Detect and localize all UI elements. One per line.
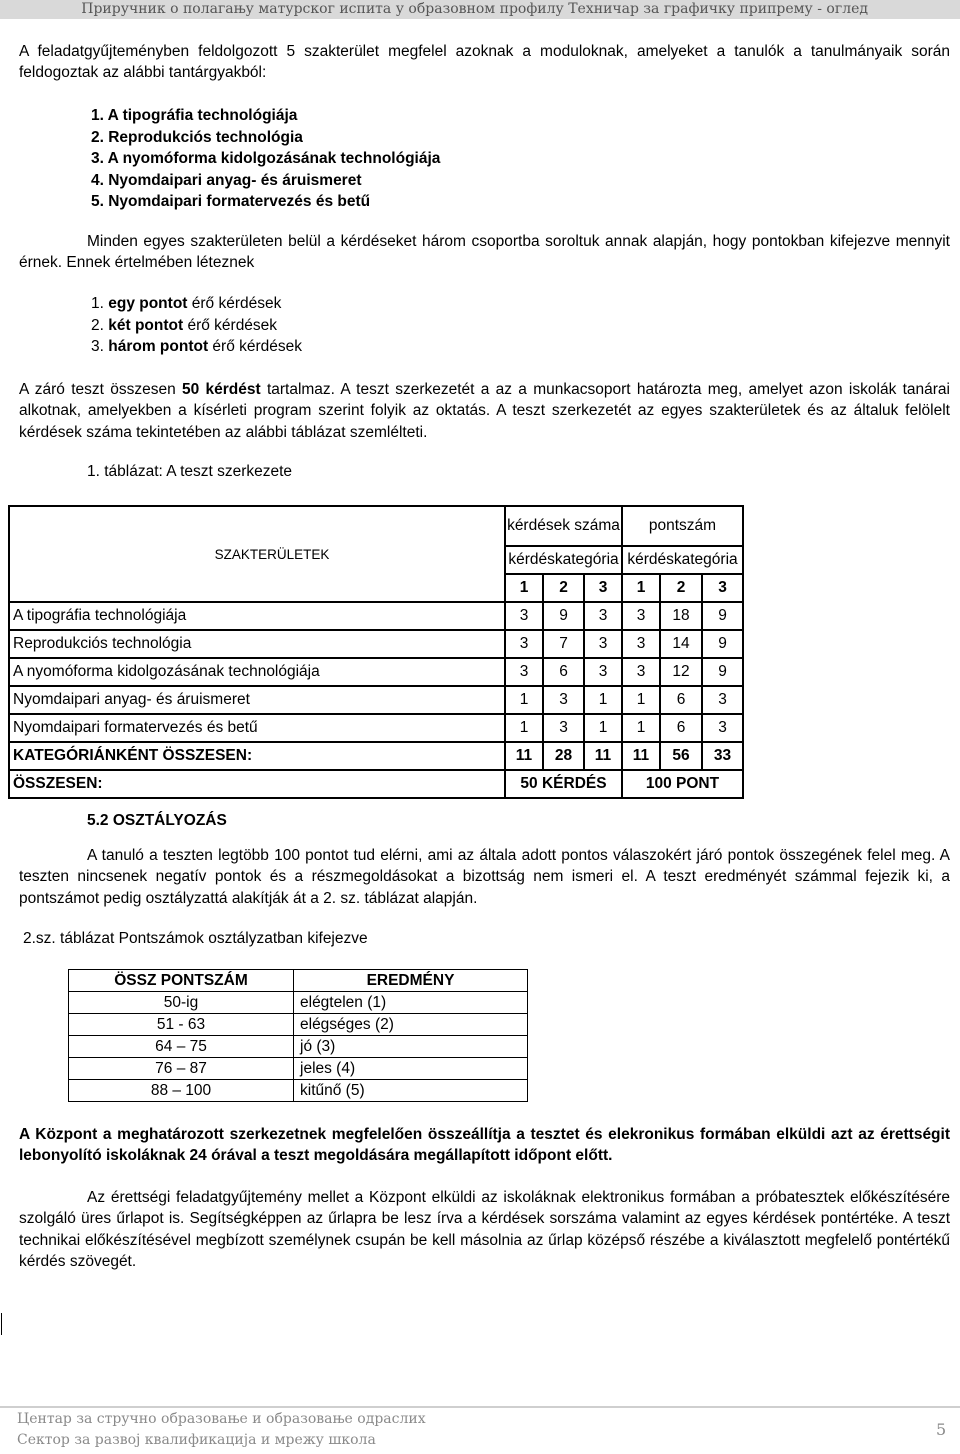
- cell: 56: [660, 742, 702, 770]
- cell: 18: [660, 602, 702, 630]
- question-group-item: [91, 336, 302, 358]
- cell: 28: [543, 742, 584, 770]
- points-column-header: ÖSSZ PONTSZÁM: [69, 970, 294, 992]
- cell: 9: [543, 602, 584, 630]
- cell: 9: [702, 602, 743, 630]
- grade: elégséges (2): [294, 1014, 528, 1036]
- row-label: Nyomdaipari formatervezés és betű: [9, 714, 505, 742]
- row-label: Reprodukciós technológia: [9, 630, 505, 658]
- cell: 1: [584, 686, 622, 714]
- subject-item: 2. Reprodukciós technológia: [91, 128, 303, 146]
- cell: 3: [702, 686, 743, 714]
- subject-item: 5. Nyomdaipari formatervezés és betű: [91, 193, 371, 210]
- cell: 11: [505, 742, 543, 770]
- group-bold: egy pontot: [108, 295, 188, 312]
- intro-paragraph: A feladatgyűjteményben feldolgozott 5 szakterület megfelel azoknak a moduloknak, amelyeket a tanulók a tanulmányaik során feldogoztak az alábbi tantárgyakból:: [19, 43, 950, 82]
- cell: 9: [702, 630, 743, 658]
- central-note: A Központ a meghatározott szerkezetnek megfelelően összeállítja a tesztet és elekronikus formában elküldi azt az érettségit lebonyolító iskoláknak 24 órával a teszt megoldására megállapított időpont előtt.: [19, 1126, 950, 1165]
- section-title: 5.2 OSZTÁLYOZÁS: [87, 812, 227, 829]
- cell: 3: [584, 630, 622, 658]
- points-range: 64 – 75: [69, 1036, 294, 1058]
- category-number: 2: [660, 574, 702, 602]
- page-number: 5: [936, 1420, 947, 1439]
- grade-table: [68, 969, 528, 1102]
- questions-count-header: kérdések száma: [505, 506, 622, 546]
- test-structure-table: [8, 505, 744, 799]
- points-range: 50-ig: [69, 992, 294, 1014]
- table-row: [69, 1014, 528, 1036]
- table-row: [69, 1080, 528, 1102]
- points-range: 76 – 87: [69, 1058, 294, 1080]
- cell: 11: [622, 742, 660, 770]
- group-rest: érő kérdések: [208, 338, 303, 355]
- table-row: [69, 1058, 528, 1080]
- table-row: [9, 686, 743, 714]
- category-subheader: kérdéskategória: [505, 546, 622, 574]
- cell: 11: [584, 742, 622, 770]
- group-num: 1.: [91, 295, 109, 312]
- category-number: 2: [543, 574, 584, 602]
- cell: 6: [660, 686, 702, 714]
- grade: elégtelen (1): [294, 992, 528, 1014]
- group-bold: két pontot: [108, 316, 184, 334]
- group-num: 2.: [91, 316, 109, 334]
- cell: 3: [505, 658, 543, 686]
- category-number: 3: [584, 574, 622, 602]
- cell: 3: [584, 602, 622, 630]
- cell: 6: [660, 714, 702, 742]
- grade: jó (3): [294, 1036, 528, 1058]
- row-label: A nyomóforma kidolgozásának technológiája: [9, 658, 505, 686]
- cell: 3: [702, 714, 743, 742]
- footer-institution: Центар за стручно образовање и образовање одраслих: [17, 1411, 426, 1427]
- cell: 1: [622, 686, 660, 714]
- row-label: ÖSSZESEN:: [9, 770, 505, 798]
- category-total-row: [9, 742, 743, 770]
- group-num: 3.: [91, 338, 109, 355]
- cell: 9: [702, 658, 743, 686]
- question-group-item: [91, 315, 302, 337]
- question-group-list: [91, 293, 302, 358]
- group-rest: érő kérdések: [187, 295, 282, 312]
- points-range: 88 – 100: [69, 1080, 294, 1102]
- grading-paragraph: A tanuló a teszten legtöbb 100 pontot tud elérni, ami az általa adott pontos válaszokért járó pontok összegének felel meg. A teszten nincsenek negatív pontok és a részmegoldásokat a bizottság nem ismeri el. A teszt eredményét számmal fejezik ki, a pontszámot pedig osztályzattá alakítják át a 2. sz. táblázat alapján.: [19, 847, 950, 907]
- row-label: A tipográfia technológiája: [9, 602, 505, 630]
- groups-intro: Minden egyes szakterületen belül a kérdéseket három csoportba soroltuk annak alapján, hogy pontokban kifejezve mennyit érnek. Ennek értelmében léteznek: [19, 233, 950, 272]
- final-paragraph: A záró teszt összesen 50 kérdést tartalmaz. A teszt szerkezetét a az a munkacsoport határozta meg, amelyet azon iskolák tanárai alkotnak, amelyekben a kísérleti program szerint folyik az oktatás. A teszt szerkezetét az egyes szakterületek és az általuk felölelt kérdések száma tekintetében az alábbi táblázat szemlélteti.: [19, 381, 950, 441]
- footer-sector: Сектор за развој квалификација и мрежу школа: [17, 1432, 376, 1448]
- cell: 3: [622, 602, 660, 630]
- cell: 3: [622, 630, 660, 658]
- cell: 3: [584, 658, 622, 686]
- cell: 7: [543, 630, 584, 658]
- closing-paragraph: Az érettségi feladatgyűjtemény mellet a Központ elküldi az iskoláknak elektronikus formában a próbatesztek előkészítésére szolgáló üres űrlapot is. Segítségképpen az űrlapra be lesz írva a kérdések sorszáma valamint az egyes kérdések pontértéke. A teszt technikai előkészítésével megbízott személynek csupán be kell másolnia az űrlap középső részébe a kiválasztott megfelelő pontértékű kérdés szövegét.: [19, 1189, 950, 1270]
- cell: 1: [584, 714, 622, 742]
- cell: 14: [660, 630, 702, 658]
- subject-item: 3. A nyomóforma kidolgozásának technológiája: [91, 150, 441, 167]
- footer-divider: [0, 1406, 960, 1408]
- row-label: KATEGÓRIÁNKÉNT ÖSSZESEN:: [9, 742, 505, 770]
- group-rest: érő kérdések: [183, 316, 278, 334]
- cell: 1: [622, 714, 660, 742]
- points-header: pontszám: [622, 506, 743, 546]
- cell: 1: [505, 714, 543, 742]
- total-questions: 50 KÉRDÉS: [505, 770, 622, 798]
- category-subheader: kérdéskategória: [622, 546, 743, 574]
- table-row: [9, 602, 743, 630]
- grade: jeles (4): [294, 1058, 528, 1080]
- table-row: [69, 992, 528, 1014]
- row-label: Nyomdaipari anyag- és áruismeret: [9, 686, 505, 714]
- table-row: [9, 630, 743, 658]
- subject-list: [91, 105, 440, 213]
- cell: 3: [622, 658, 660, 686]
- grade: kitűnő (5): [294, 1080, 528, 1102]
- cell: 3: [543, 714, 584, 742]
- group-bold: három pontot: [108, 338, 209, 355]
- subject-item: 4. Nyomdaipari anyag- és áruismeret: [91, 171, 362, 189]
- grand-total-row: [9, 770, 743, 798]
- subject-item: 1. A tipográfia technológiája: [91, 107, 298, 124]
- cell: 12: [660, 658, 702, 686]
- total-points: 100 PONT: [622, 770, 743, 798]
- question-group-item: [91, 293, 302, 315]
- table2-caption: 2.sz. táblázat Pontszámok osztályzatban kifejezve: [23, 930, 368, 947]
- cell: 3: [505, 602, 543, 630]
- table-row: [9, 658, 743, 686]
- areas-header: SZAKTERÜLETEK: [9, 506, 505, 602]
- category-number: 1: [505, 574, 543, 602]
- page-header: Приручник о полагању матурског испита у образовном профилу Техничар за графичку припрему - оглед: [0, 0, 960, 19]
- cell: 3: [543, 686, 584, 714]
- points-range: 51 - 63: [69, 1014, 294, 1036]
- table-row: [9, 714, 743, 742]
- result-column-header: EREDMÉNY: [294, 970, 528, 992]
- cell: 1: [505, 686, 543, 714]
- table-row: [69, 1036, 528, 1058]
- category-number: 1: [622, 574, 660, 602]
- text-cursor: [1, 1313, 2, 1335]
- cell: 6: [543, 658, 584, 686]
- cell: 3: [505, 630, 543, 658]
- cell: 33: [702, 742, 743, 770]
- table1-caption: 1. táblázat: A teszt szerkezete: [87, 463, 293, 480]
- category-number: 3: [702, 574, 743, 602]
